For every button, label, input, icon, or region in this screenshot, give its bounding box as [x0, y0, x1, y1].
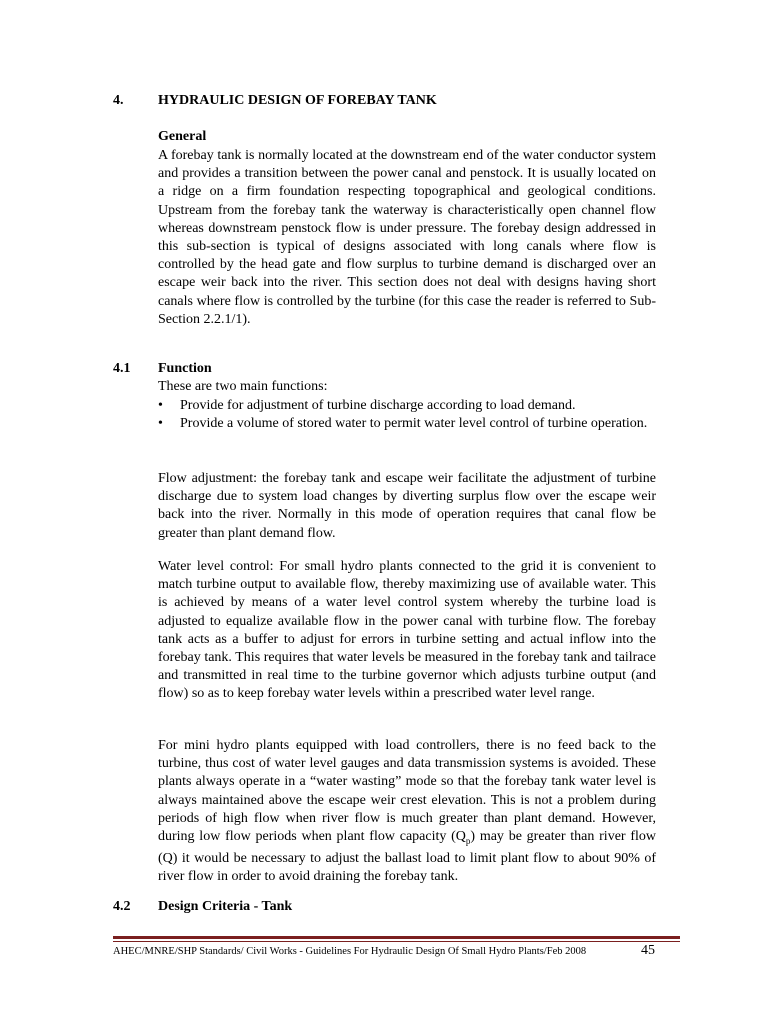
function-intro: These are two main functions:	[158, 379, 328, 394]
list-item-text: Provide for adjustment of turbine discharge according to load demand.	[180, 398, 576, 413]
list-item	[158, 415, 656, 433]
bullet-icon: •	[158, 398, 163, 413]
footer-text: AHEC/MNRE/SHP Standards/ Civil Works - Guidelines For Hydraulic Design Of Small Hydro Plants/Feb 2008	[113, 946, 587, 957]
footer-rule-thin	[113, 941, 680, 942]
mini-hydro-paragraph: For mini hydro plants equipped with load controllers, there is no feed back to the turbine, thus cost of water level gauges and data transmission systems is avoided. These plants always operate in a “water wasting” mode so that the forebay tank water level is always maintained above the escape weir crest elevation. This is not a problem during periods of high flow when river flow is much greater than plant demand. However, during low flow periods when plant flow capacity $(Q_p)$ may be greater than river flow (Q) it would be necessary to adjust the ballast load to limit plant flow to about 90% of river flow in order to avoid draining the forebay tank.	[158, 738, 656, 885]
water-level-control-paragraph: Water level control: For small hydro plants connected to the grid it is convenient to match turbine output to available flow, thereby maximizing use of available water. This is achieved by means of a water level control system whereby the turbine load is adjusted to equalize available flow in the power canal with turbine flow. The forebay tank acts as a buffer to adjust for errors in turbine setting and actual inflow into the forebay tank. This requires that water levels be measured in the forebay tank and tailrace and transmitted in real time to the turbine governor which adjusts turbine output (and flow) so as to keep forebay water levels within a prescribed water level range.	[158, 559, 656, 702]
section-number: 4.	[113, 93, 124, 108]
flow-adjustment-paragraph: Flow adjustment: the forebay tank and escape weir facilitate the adjustment of turbine discharge due to system load changes by diverting surplus flow over the escape weir back into the river. Normally in this mode of operation requires that canal flow be greater than plant demand flow.	[158, 471, 656, 541]
section-title: Design Criteria - Tank	[158, 899, 293, 914]
section-number: 4.2	[113, 899, 131, 914]
list-item-text: Provide a volume of stored water to permit water level control of turbine operation.	[180, 416, 648, 432]
general-paragraph: A forebay tank is normally located at the downstream end of the water conductor system and provides a transition between the power canal and penstock. It is usually located on a ridge on a firm foundation respecting topographical and geological conditions. Upstream from the forebay tank the waterway is characteristically open channel flow whereas downstream penstock flow is under pressure. The forebay design addressed in this sub-section is typical of designs associated with long canals where flow is controlled by the head gate and flow surplus to turbine demand is discharged over an escape weir back into the river. This section does not deal with designs having short canals where flow is controlled by the turbine (for this case the reader is referred to Sub-Section 2.2.1/1).	[158, 148, 656, 327]
function-list	[158, 397, 656, 433]
page-number: 45	[641, 943, 655, 958]
section-number: 4.1	[113, 361, 131, 376]
section-title: Function	[158, 361, 212, 376]
section-title: HYDRAULIC DESIGN OF FOREBAY TANK	[158, 93, 437, 108]
bullet-icon: •	[158, 416, 163, 432]
general-heading: General	[158, 129, 207, 144]
list-item	[158, 397, 656, 415]
footer-rule	[113, 936, 680, 939]
